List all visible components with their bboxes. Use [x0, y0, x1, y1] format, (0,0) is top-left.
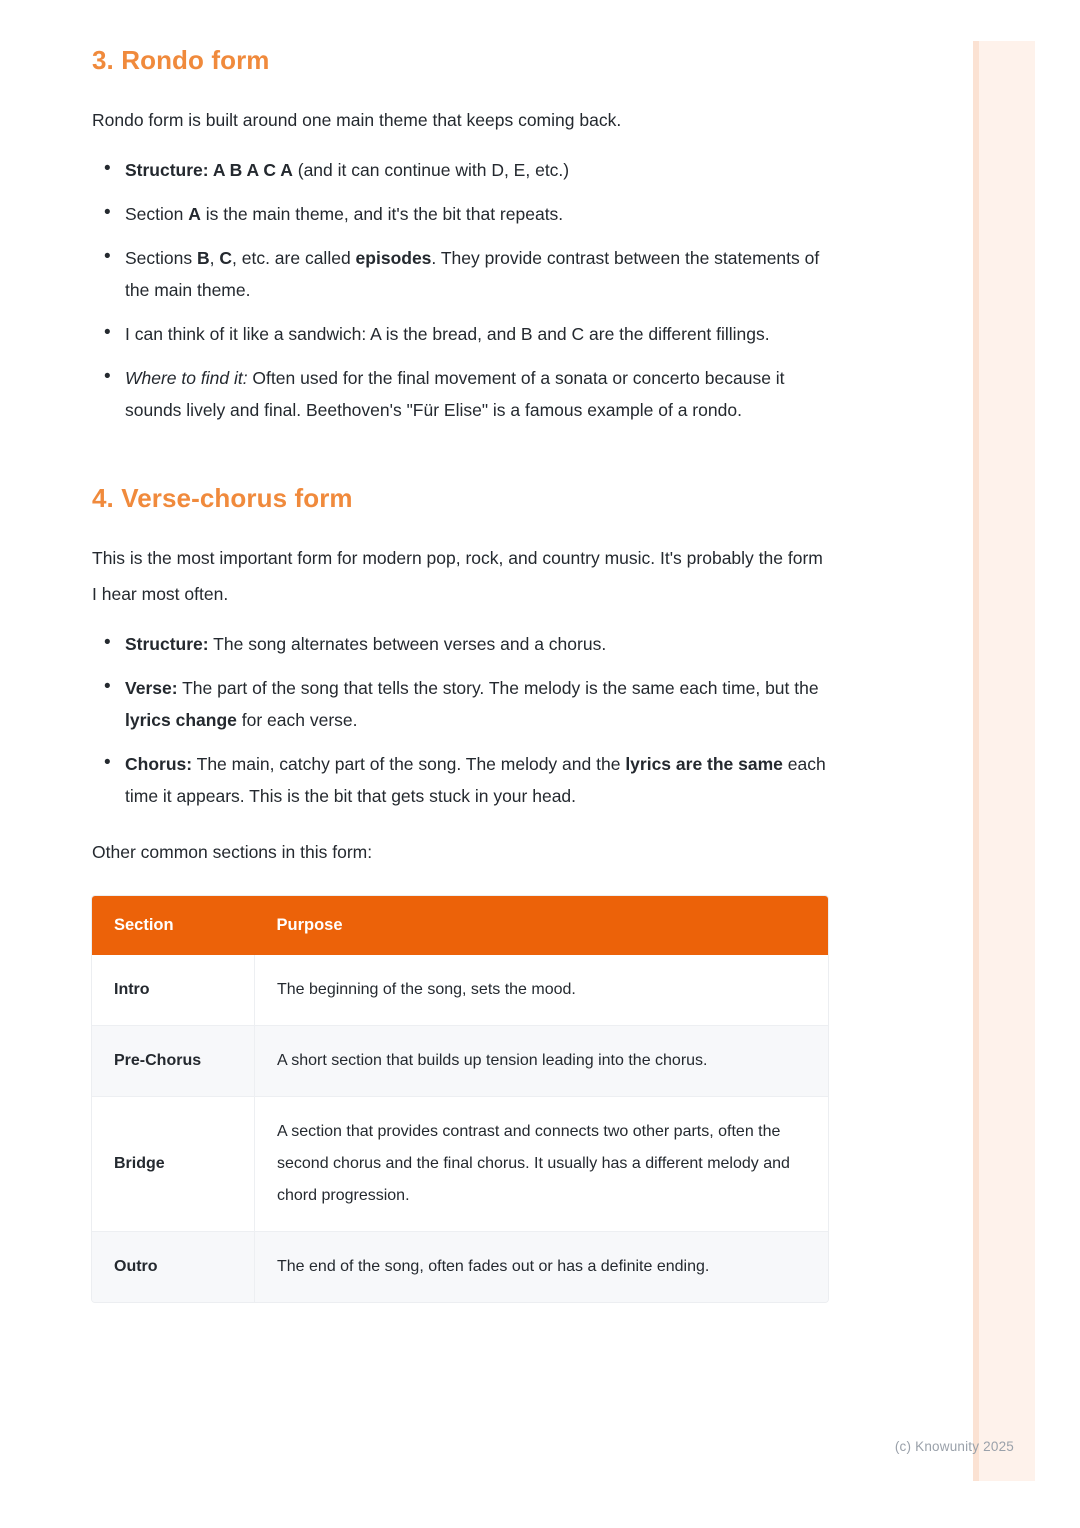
- text-run: Structure: A B A C A: [125, 160, 293, 180]
- table-cell-section: Outro: [92, 1232, 255, 1303]
- table-header-purpose: Purpose: [255, 896, 829, 955]
- section-intro-rondo: Rondo form is built around one main theme that keeps coming back.: [92, 110, 622, 130]
- list-item: [125, 672, 828, 736]
- decorative-side-stripe: [973, 41, 1035, 1481]
- text-run: Structure:: [125, 634, 209, 654]
- song-sections-table: [92, 896, 828, 1302]
- table-cell-section: Pre-Chorus: [92, 1026, 255, 1097]
- table-cell-section: Bridge: [92, 1097, 255, 1232]
- text-run: (and it can continue with D, E, etc.): [292, 160, 570, 180]
- text-run: Verse:: [125, 678, 178, 698]
- text-run: is the main theme, and it's the bit that repeats.: [200, 204, 564, 224]
- list-item: [125, 242, 828, 306]
- table-intro-text: Other common sections in this form:: [92, 842, 373, 862]
- table-row: [92, 1232, 828, 1303]
- list-item: [125, 748, 828, 812]
- section-heading-verse-chorus: 4. Verse-chorus form: [92, 483, 353, 513]
- bullet-list-verse-chorus: [92, 628, 828, 812]
- text-run: . They provide contrast between the statements of the main theme.: [125, 248, 820, 300]
- table-body: [92, 955, 828, 1302]
- text-run: The main, catchy part of the song. The melody and the: [192, 754, 626, 774]
- section-intro-verse-chorus: This is the most important form for modern pop, rock, and country music. It's probably the form I hear most often.: [92, 548, 823, 604]
- text-run: ,: [209, 248, 220, 268]
- text-run: Chorus:: [125, 754, 193, 774]
- list-item: [125, 318, 828, 350]
- table-cell-purpose: The beginning of the song, sets the mood.: [255, 955, 829, 1026]
- text-run: Sections: [125, 248, 197, 268]
- table-header-section: Section: [92, 896, 255, 955]
- table-cell-purpose: The end of the song, often fades out or has a definite ending.: [277, 1258, 710, 1275]
- table-row: [92, 1097, 828, 1232]
- text-run: episodes: [355, 248, 432, 268]
- table-header-row: [92, 896, 828, 955]
- text-run: , etc. are called: [232, 248, 356, 268]
- table-cell-purpose: A short section that builds up tension leading into the chorus.: [255, 1026, 829, 1097]
- text-run: The song alternates between verses and a chorus.: [208, 634, 607, 654]
- section-heading-rondo: 3. Rondo form: [92, 45, 270, 75]
- table-row: [92, 955, 828, 1026]
- table-cell-purpose: A section that provides contrast and connects two other parts, often the second chorus and the final chorus. It usually has a different melody and chord progression.: [255, 1097, 829, 1232]
- text-run: A: [188, 204, 201, 224]
- text-run: for each verse.: [236, 710, 358, 730]
- list-item: [125, 154, 828, 186]
- list-item: [125, 198, 828, 230]
- text-run: I can think of it like a sandwich: A is the bread, and B and C are the different fillings.: [125, 324, 770, 344]
- decorative-side-stripe-edge: [973, 41, 979, 1481]
- text-run: Often used for the final movement of a sonata or concerto because it sounds lively and final. Beethoven's "Für Elise" is a famous example of a rondo.: [125, 368, 785, 420]
- list-item: [125, 628, 828, 660]
- list-item: [125, 362, 828, 426]
- text-run: lyrics are the same: [625, 754, 783, 774]
- table-cell-section: Intro: [92, 955, 255, 1026]
- text-run: Where to find it:: [125, 368, 248, 388]
- footer-credit: (c) Knowunity 2025: [894, 1439, 1014, 1454]
- document-content: [92, 44, 828, 1302]
- text-run: The part of the song that tells the story. The melody is the same each time, but the: [177, 678, 819, 698]
- text-run: lyrics change: [125, 710, 237, 730]
- text-run: each time it appears. This is the bit that gets stuck in your head.: [125, 754, 826, 806]
- table-row: [92, 1026, 828, 1097]
- text-run: C: [219, 248, 232, 268]
- bullet-list-rondo: [92, 154, 828, 426]
- text-run: Section: [125, 204, 189, 224]
- text-run: B: [196, 248, 210, 268]
